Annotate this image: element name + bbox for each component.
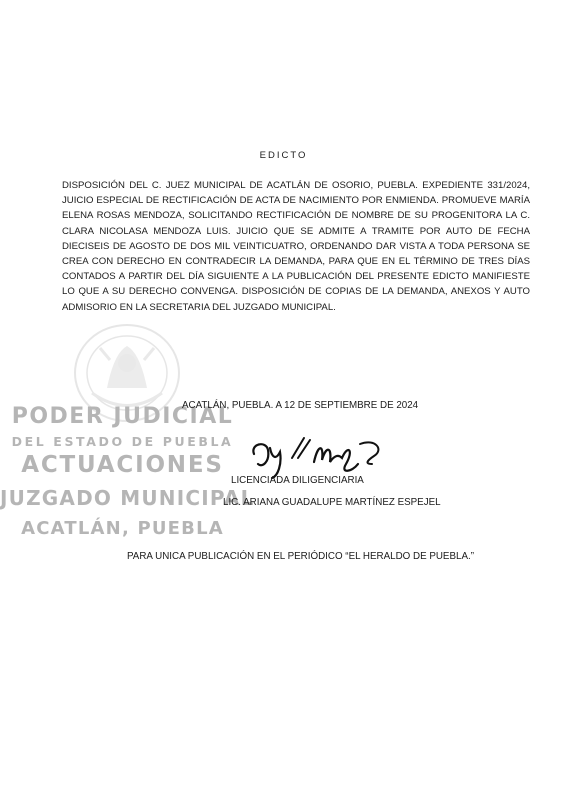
stamp-line-actuaciones: ACTUACIONES bbox=[21, 452, 224, 478]
edicto-title: EDICTO bbox=[259, 150, 308, 161]
edicto-body: DISPOSICIÓN DEL C. JUEZ MUNICIPAL DE ACATLÁN DE OSORIO, PUEBLA. EXPEDIENTE 331/2024, JUICIO ESPECIAL DE RECTIFICACIÓN DE ACTA DE NACIMIENTO POR ENMIENDA. PROMUEVE MARÍA ELENA ROSAS MENDOZA, SOLICITANDO RECTIFICACIÓN DE NOMBRE DE SU PROGENITORA LA C. CLARA NICOLASA MENDOZA LUIS. JUICIO QUE SE ADMITE A TRAMITE POR AUTO DE FECHA DIECISEIS DE AGOSTO DE DOS MIL VEINTICUATRO, ORDENANDO DAR VISTA A TODA PERSONA SE CREA CON DERECHO EN CONTRADECIR LA DEMANDA, PARA QUE EN EL TÉRMINO DE TRES DÍAS CONTADOS A PARTIR DEL DÍA SIGUIENTE A LA PUBLICACIÓN DEL PRESENTE EDICTO MANIFIESTE LO QUE A SU DERECHO CONVENGA. DISPOSICIÓN DE COPIAS DE LA DEMANDA, ANEXOS Y AUTO ADMISORIO EN LA SECRETARIA DEL JUZGADO MUNICIPAL. bbox=[62, 180, 530, 313]
signer-role: LICENCIADA DILIGENCIARIA bbox=[231, 475, 364, 486]
signer-name: LIC. ARIANA GUADALUPE MARTÍNEZ ESPEJEL bbox=[223, 497, 441, 508]
date-line: ACATLÁN, PUEBLA. A 12 DE SEPTIEMBRE DE 2024 bbox=[182, 400, 419, 411]
publication-note: PARA UNICA PUBLICACIÓN EN EL PERIÓDICO “EL HERALDO DE PUEBLA.” bbox=[127, 551, 474, 562]
stamp-line-acatlan: ACATLÁN, PUEBLA bbox=[21, 518, 224, 539]
stamp-line-juzgado: JUZGADO MUNICIPAL bbox=[0, 486, 255, 510]
stamp-line-poder-judicial: PODER JUDICIAL bbox=[11, 404, 234, 429]
stamp-line-estado: DEL ESTADO DE PUEBLA bbox=[11, 434, 234, 449]
